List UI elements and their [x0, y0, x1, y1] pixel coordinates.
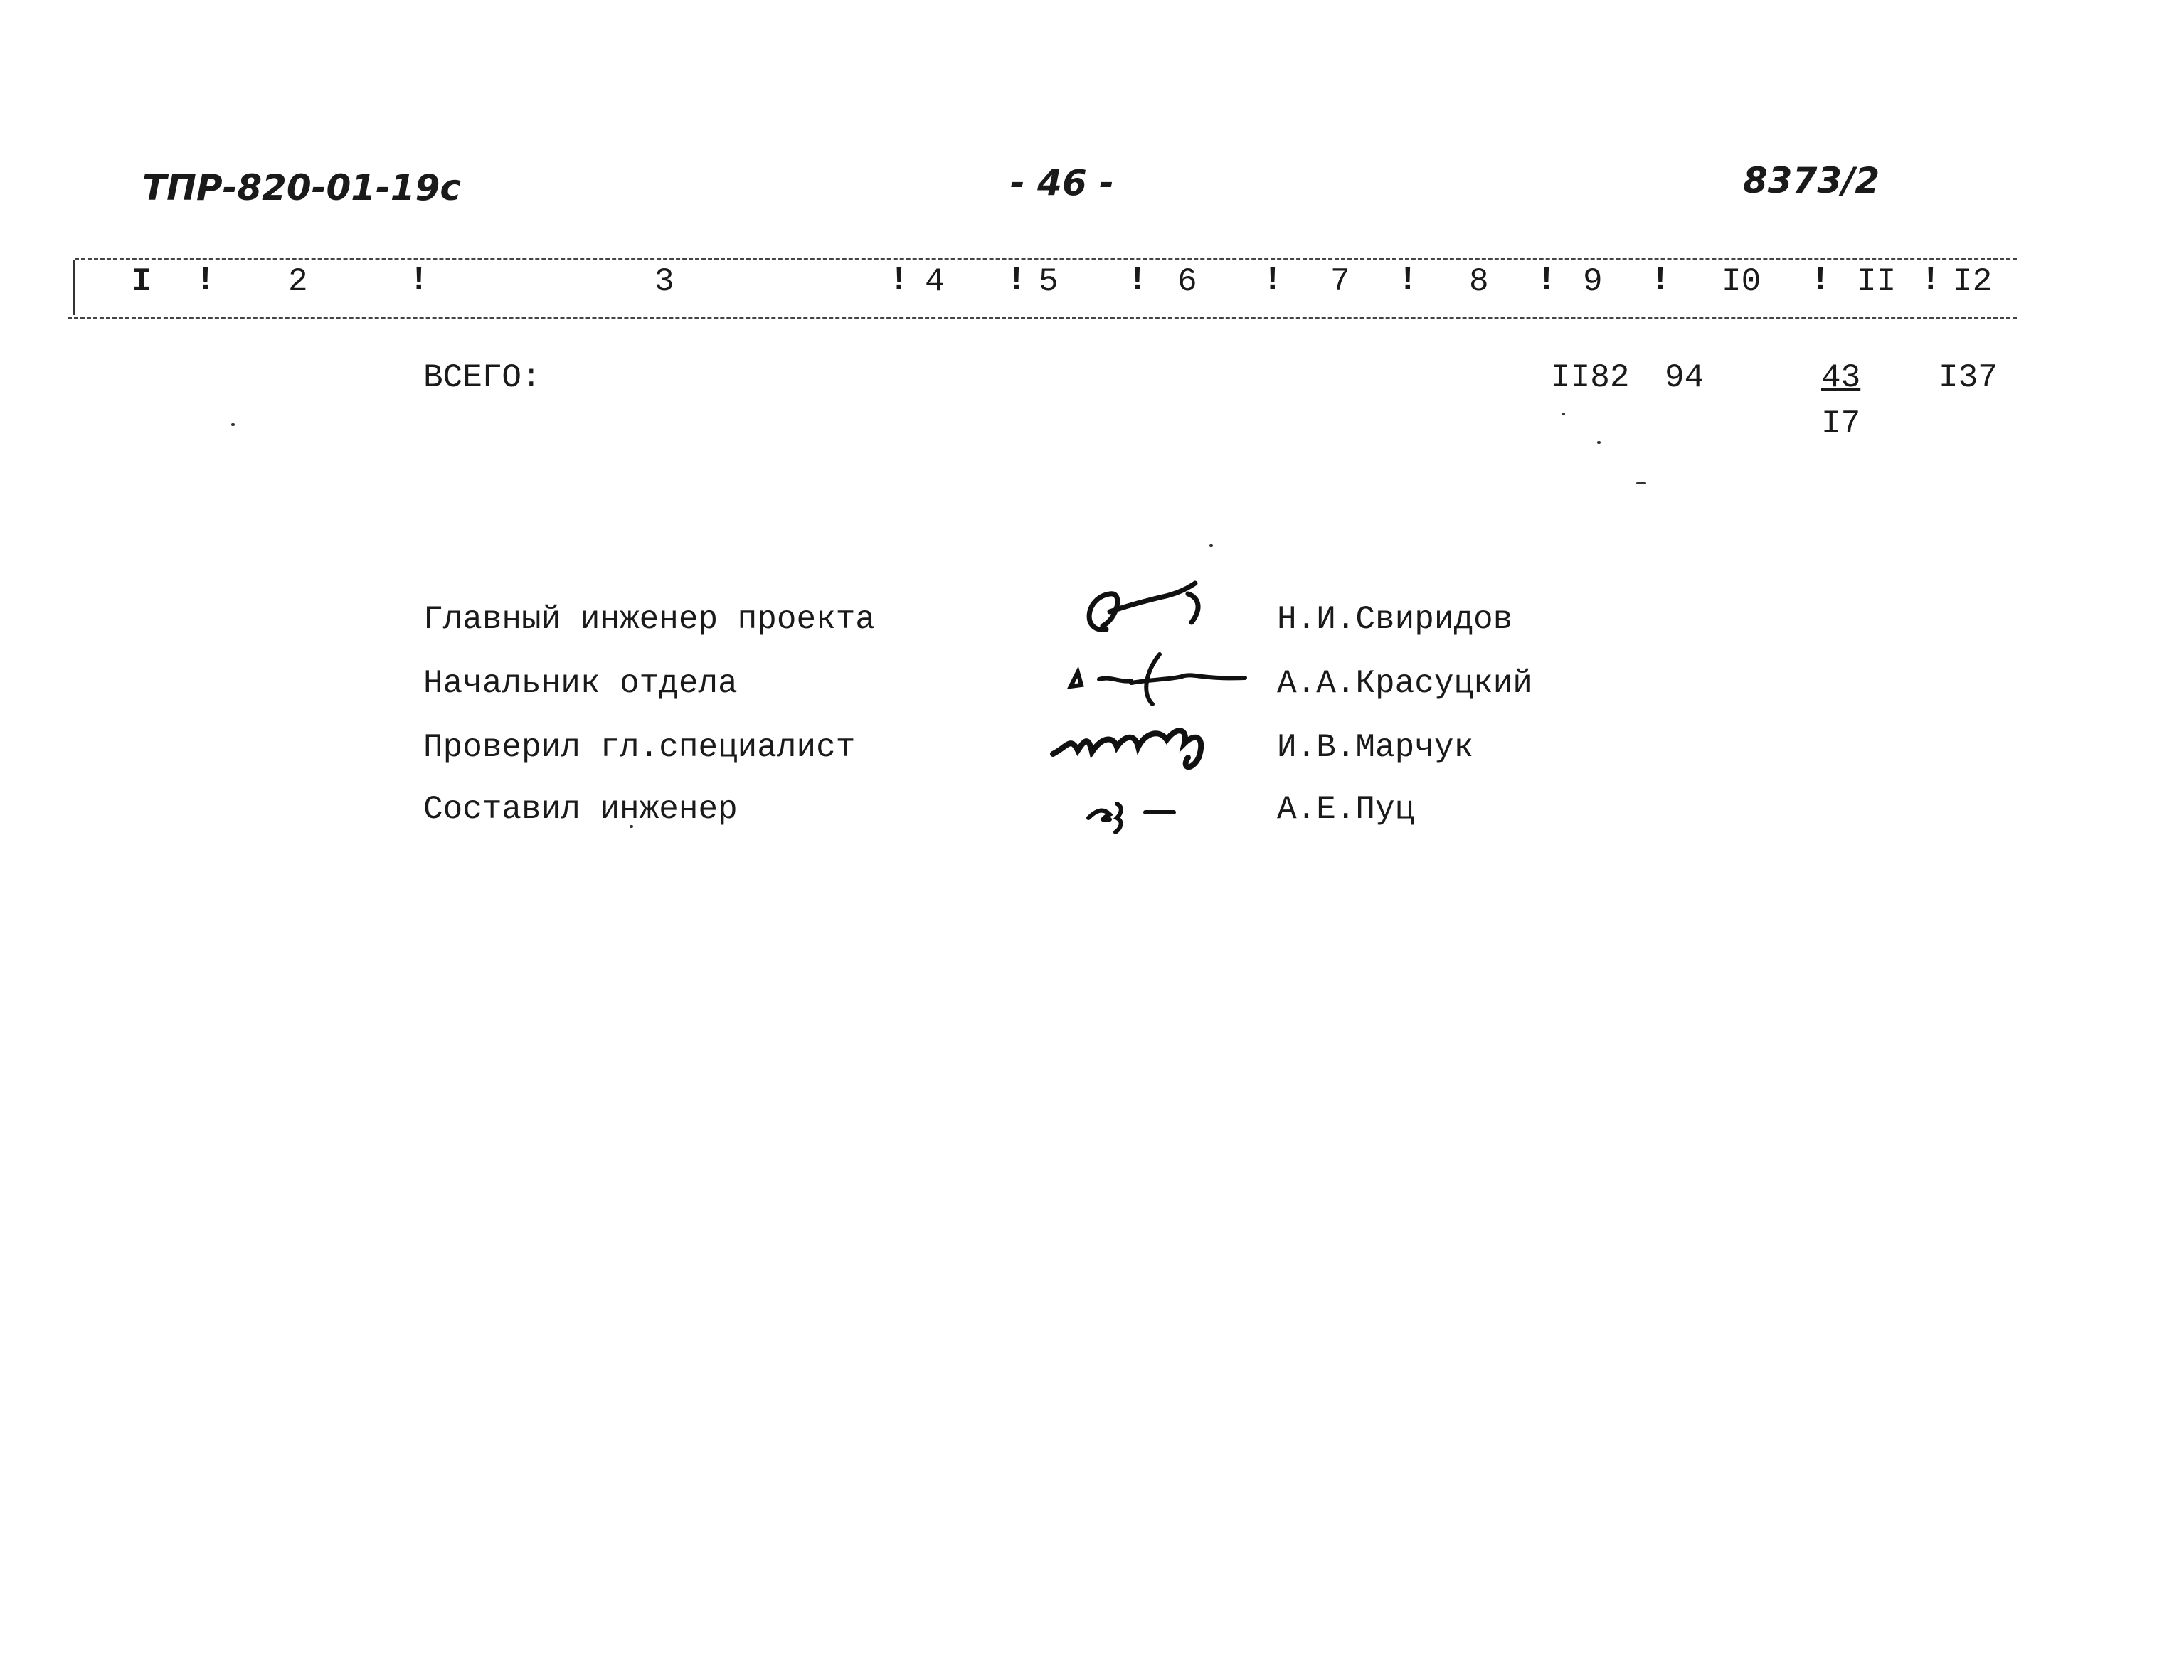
column-number-8: 8: [1469, 263, 1489, 300]
name-engineer: А.Е.Пуц: [1277, 791, 1415, 828]
signature-puts: [1081, 782, 1209, 839]
signature-krasutsky: [1060, 644, 1252, 708]
column-number-9: 9: [1583, 263, 1603, 300]
scan-speck: [1562, 413, 1565, 415]
sheet-reference: 8373/2: [1743, 160, 1880, 201]
column-number-7: 7: [1330, 263, 1350, 300]
role-chief-engineer: Главный инженер проекта: [423, 601, 875, 638]
total-column-11-lower: I7: [1821, 405, 1861, 442]
signature-marchuk: [1046, 708, 1231, 779]
scan-speck: [231, 423, 235, 426]
column-separator: !: [889, 262, 909, 299]
column-number-2: 2: [288, 263, 308, 300]
scan-speck: [1636, 482, 1646, 484]
total-column-10: 94: [1665, 359, 1705, 396]
column-number-6: 6: [1177, 263, 1197, 300]
name-chief-engineer: Н.И.Свиридов: [1277, 601, 1513, 638]
column-separator: !: [409, 262, 429, 299]
column-number-5: 5: [1039, 263, 1059, 300]
role-chief-specialist: Проверил гл.специалист: [423, 729, 856, 766]
column-separator: !: [196, 262, 216, 299]
column-number-10: I0: [1722, 263, 1761, 300]
scan-speck: [1209, 544, 1213, 547]
column-separator: !: [1007, 262, 1027, 299]
name-chief-specialist: И.В.Марчук: [1277, 729, 1474, 766]
totals-label: ВСЕГО:: [423, 359, 541, 396]
column-separator: !: [1263, 262, 1283, 299]
total-column-11-upper: 43: [1821, 359, 1861, 396]
total-column-12: I37: [1939, 359, 1998, 396]
column-number-4: 4: [925, 263, 945, 300]
column-number-3: 3: [654, 263, 674, 300]
column-number-11: II: [1857, 263, 1897, 300]
name-department-head: А.А.Красуцкий: [1277, 665, 1532, 702]
role-engineer: Составил инженер: [423, 791, 738, 828]
signature-sviridov: [1067, 569, 1224, 647]
column-separator: !: [1537, 262, 1557, 299]
total-column-9: II82: [1551, 359, 1630, 396]
column-separator: !: [1650, 262, 1670, 299]
column-number-12: I2: [1953, 263, 1993, 300]
role-department-head: Начальник отдела: [423, 665, 738, 702]
table-bottom-rule: [68, 317, 2017, 319]
page-number: - 46 -: [1010, 162, 1114, 203]
column-separator: !: [1128, 262, 1147, 299]
document-code: ТПР-820-01-19с: [142, 167, 462, 208]
column-separator: !: [1921, 262, 1941, 299]
table-left-edge: [73, 260, 75, 315]
column-separator: !: [1811, 262, 1830, 299]
table-top-rule: [75, 258, 2017, 260]
scan-speck: [1597, 441, 1601, 444]
column-separator: !: [1398, 262, 1418, 299]
column-number-1: I: [132, 263, 152, 300]
